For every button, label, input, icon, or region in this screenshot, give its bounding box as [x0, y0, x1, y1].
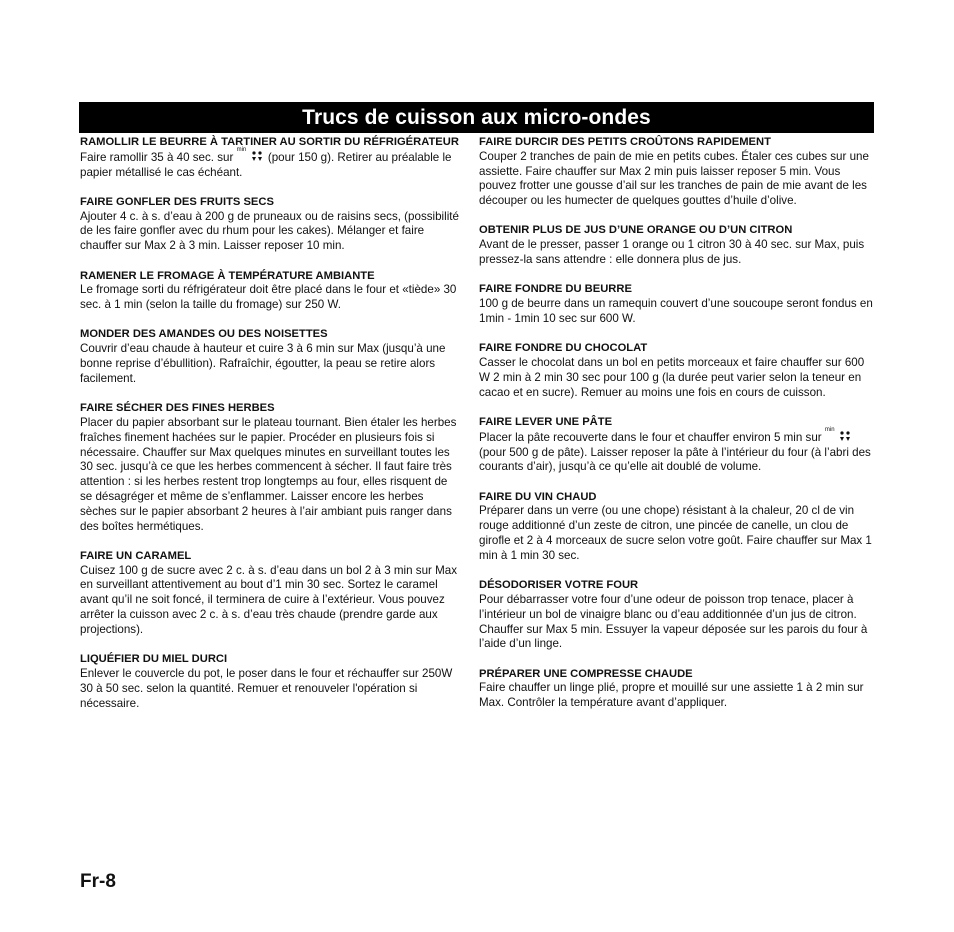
tip-heading: FAIRE FONDRE DU CHOCOLAT — [479, 342, 648, 355]
tip-heading: FAIRE SÉCHER DES FINES HERBES — [80, 402, 275, 415]
tip-text: Avant de le presser, passer 1 orange ou 1 citron 30 à 40 sec. sur Max, puis pressez-la sans attendre : elle donnera plus de jus. — [479, 238, 865, 267]
tip-section — [479, 667, 875, 711]
tip-heading: MONDER DES AMANDES OU DES NOISETTES — [80, 328, 328, 341]
tip-section — [479, 490, 875, 564]
tip-text: Ajouter 4 c. à s. d’eau à 200 g de pruneaux ou de raisins secs, (possibilité de les faire gonfler avec du rhum pour les cakes). Mélanger et faire chauffer sur Max 2 à 3 min. Laisser reposer 10 min. — [80, 209, 459, 253]
tip-heading: FAIRE DURCIR DES PETITS CROÛTONS RAPIDEMENT — [479, 136, 771, 148]
tip-text: Cuisez 100 g de sucre avec 2 c. à s. d’eau dans un bol 2 à 3 min sur Max en surveillant attentivement au bout d’1 min 30 sec. Sortez le caramel avant qu’il ne soit foncé, il terminera de cuire à l’extérieur. Vous pouvez arrêter la cuisson avec 2 c. à s. d’eau très chaude (prendre garde aux projections). — [80, 563, 458, 636]
tip-heading: PRÉPARER UNE COMPRESSE CHAUDE — [479, 667, 693, 680]
tip-section — [479, 223, 875, 267]
tip-text: Placer du papier absorbant sur le plateau tournant. Bien étaler les herbes fraîches finement hachées sur le papier. Procéder en plusieurs fois si nécessaire. Chauffer sur Max quelques minutes en surveillant toutes les 30 sec. jusqu’à ce que les herbes commencent à sécher. Il faut faire très attention : si les herbes restent trop longtemps au four, elles risquent de se désagréger et même de s’enflammer. Laisser encore les herbes sèches sur le papier absorbant 2 heures à l’air ambiant puis ranger dans des boîtes hermétiques. — [80, 415, 457, 533]
tip-heading: OBTENIR PLUS DE JUS D’UNE ORANGE OU D’UN CITRON — [479, 224, 793, 237]
tip-section — [80, 195, 462, 254]
icon-min-label: min — [236, 146, 247, 153]
tip-section — [479, 415, 875, 475]
tip-heading: FAIRE DU VIN CHAUD — [479, 490, 597, 503]
tip-text: Préparer dans un verre (ou une chope) résistant à la chaleur, 20 cl de vin rouge additionné d’un zeste de citron, une pincée de canelle, un clou de girofle et 2 à 4 morceaux de sucre selon votre goût. Faire chauffer sur Max 1 min à 1 min 30 sec. — [479, 504, 872, 562]
tip-text: Casser le chocolat dans un bol en petits morceaux et faire chauffer sur 600 W 2 min à 2 min 30 sec pour 100 g (la durée peut varier selon la teneur en cacao et en sucre). Remuer au moins une fois en cours de cuisson. — [479, 356, 865, 399]
tip-section — [80, 401, 462, 534]
tip-section — [479, 578, 875, 652]
tip-text: Couper 2 tranches de pain de mie en petits cubes. Étaler ces cubes sur une assiette. Faire chauffer sur Max 2 min puis laisser reposer 5 min. Vous pouvez frotter une gousse d’ail sur les tranches de pain de mie avant de les découper ou les humecter de quelques gouttes d’huile d’olive. — [479, 149, 869, 208]
tip-heading: FAIRE GONFLER DES FRUITS SECS — [80, 195, 274, 208]
tip-heading: LIQUÉFIER DU MIEL DURCI — [80, 653, 228, 666]
tip-heading: RAMOLLIR LE BEURRE À TARTINER AU SORTIR DU RÉFRIGÉRATEUR — [80, 136, 459, 148]
tip-section — [80, 135, 462, 180]
title-bar — [79, 102, 874, 133]
tip-section — [80, 269, 462, 313]
left-column — [80, 135, 462, 726]
tip-section — [479, 282, 875, 326]
tip-text: Placer la pâte recouverte dans le four et chauffer environ 5 min sur min (pour 500 g de pâte). Laisser reposer la pâte à l’intérieur du four (à l’abri des courants d’air), jusqu’à ce qu’elle ait doublé de volume. — [479, 426, 871, 474]
tip-heading: FAIRE LEVER UNE PÂTE — [479, 415, 613, 428]
tip-section — [479, 135, 875, 209]
tip-text: Pour débarrasser votre four d’une odeur de poisson trop tenace, placer à l’intérieur un bol de vinaigre blanc ou d’eau additionnée d’un jus de citron. Chauffer sur Max 5 min. Essuyer la vapeur déposée sur les parois du four à l’aide d’un linge. — [479, 592, 868, 651]
tip-section — [479, 341, 875, 400]
tip-text: Enlever le couvercle du pot, le poser dans le four et réchauffer sur 250W 30 à 50 sec. selon la quantité. Remuer et renouveler l'opération si nécessaire. — [80, 666, 453, 710]
tip-section — [80, 327, 462, 386]
tip-section — [80, 652, 462, 711]
tip-text: Le fromage sorti du réfrigérateur doit être placé dans le four et «tiède» 30 sec. à 1 min (selon la taille du fromage) sur 250 W. — [80, 283, 457, 312]
right-column — [479, 135, 875, 726]
tip-section — [80, 549, 462, 638]
tip-text: Faire ramollir 35 à 40 sec. sur min (pour 150 g). Retirer au préalable le papier métallisé le cas échéant. — [80, 146, 452, 179]
icon-min-label: min — [824, 426, 835, 433]
defrost-power-icon — [236, 146, 265, 162]
tip-heading: FAIRE UN CARAMEL — [80, 549, 192, 562]
tip-text: Faire chauffer un linge plié, propre et mouillé sur une assiette 1 à 2 min sur Max. Contrôler la température avant d’appliquer. — [479, 681, 864, 710]
page-title: Trucs de cuisson aux micro-ondes — [302, 105, 651, 129]
defrost-power-icon — [824, 426, 853, 442]
tip-text: 100 g de beurre dans un ramequin couvert d’une soucoupe seront fondus en 1min - 1min 10 sec sur 600 W. — [479, 297, 873, 325]
page-number: Fr-8 — [80, 871, 116, 892]
tip-heading: FAIRE FONDRE DU BEURRE — [479, 283, 632, 296]
tip-heading: RAMENER LE FROMAGE À TEMPÉRATURE AMBIANTE — [80, 269, 375, 282]
tip-text: Couvrir d’eau chaude à hauteur et cuire 3 à 6 min sur Max (jusqu’à une bonne reprise d’ébullition). Rafraîchir, égoutter, la peau se retire alors facilement. — [80, 342, 446, 385]
tip-heading: DÉSODORISER VOTRE FOUR — [479, 579, 639, 592]
